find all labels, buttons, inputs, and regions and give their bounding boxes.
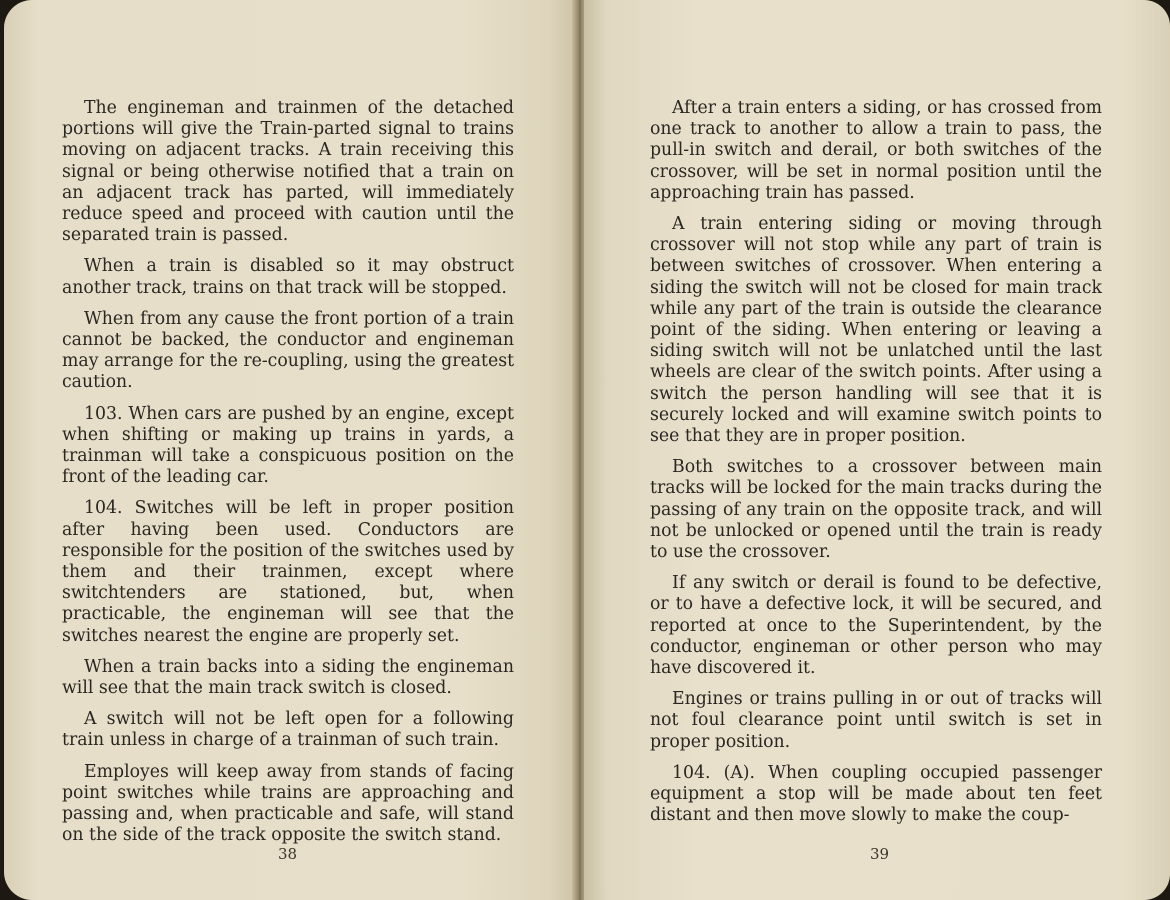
- paragraph: When a train backs into a siding the engineman will see that the main track switch is closed.: [62, 656, 514, 699]
- paragraph: Engines or trains pulling in or out of tracks will not foul clearance point until switch is set in proper position.: [650, 689, 1102, 752]
- paragraph: After a train enters a siding, or has crossed from one track to another to allow a train to pass, the pull-in switch and derail, or both switches of the crossover, will be set in normal position until the approaching train has passed.: [650, 98, 1102, 203]
- paragraph: Employes will keep away from stands of facing point switches while trains are approaching and passing and, when practicable and safe, will stand on the side of the track opposite the switch stand.: [62, 761, 514, 846]
- paragraph: 104. Switches will be left in proper position after having been used. Conductors are responsible for the position of the switches used by them and their trainmen, except where switchtenders are stationed, but, when practicable, the engineman will see that the switches nearest the engine are properly set.: [62, 498, 514, 646]
- right-page-text: [650, 98, 1102, 837]
- paragraph: The engineman and trainmen of the detached portions will give the Train-parted signal to trains moving on adjacent tracks. A train receiving this signal or being otherwise notified that a train on an adjacent track has parted, will immediately reduce speed and proceed with caution until the separated train is passed.: [62, 98, 514, 246]
- page-number-right: 39: [870, 845, 890, 863]
- left-page: [4, 0, 578, 900]
- paragraph: 103. When cars are pushed by an engine, except when shifting or making up trains in yards, a trainman will take a conspicuous position on the front of the leading car.: [62, 403, 514, 488]
- right-page: [584, 0, 1170, 900]
- paragraph: When a train is disabled so it may obstruct another track, trains on that track will be stopped.: [62, 256, 514, 298]
- page-number-left: 38: [278, 845, 298, 863]
- paragraph: 104. (A). When coupling occupied passenger equipment a stop will be made about ten feet distant and then move slowly to make the coup-: [650, 762, 1102, 826]
- paragraph: A train entering siding or moving through crossover will not stop while any part of train is between switches of crossover. When entering a siding the switch will not be closed for main track while any part of the train is outside the clearance point of the siding. When entering or leaving a siding switch will not be unlatched until the last wheels are clear of the switch points. After using a switch the person handling will see that it is securely locked and will examine switch points to see that they are in proper position.: [650, 214, 1102, 447]
- paragraph: If any switch or derail is found to be defective, or to have a defective lock, it will be secured, and reported at once to the Superintendent, by the conductor, engineman or other person who may have discovered it.: [650, 573, 1102, 679]
- paragraph: Both switches to a crossover between main tracks will be locked for the main tracks during the passing of any train on the opposite track, and will not be unlocked or opened until the train is ready to use the crossover.: [650, 457, 1102, 563]
- left-page-text: [62, 98, 514, 857]
- paragraph: When from any cause the front portion of a train cannot be backed, the conductor and engineman may arrange for the re-coupling, using the greatest caution.: [62, 308, 515, 393]
- paragraph: A switch will not be left open for a following train unless in charge of a trainman of such train.: [62, 709, 514, 751]
